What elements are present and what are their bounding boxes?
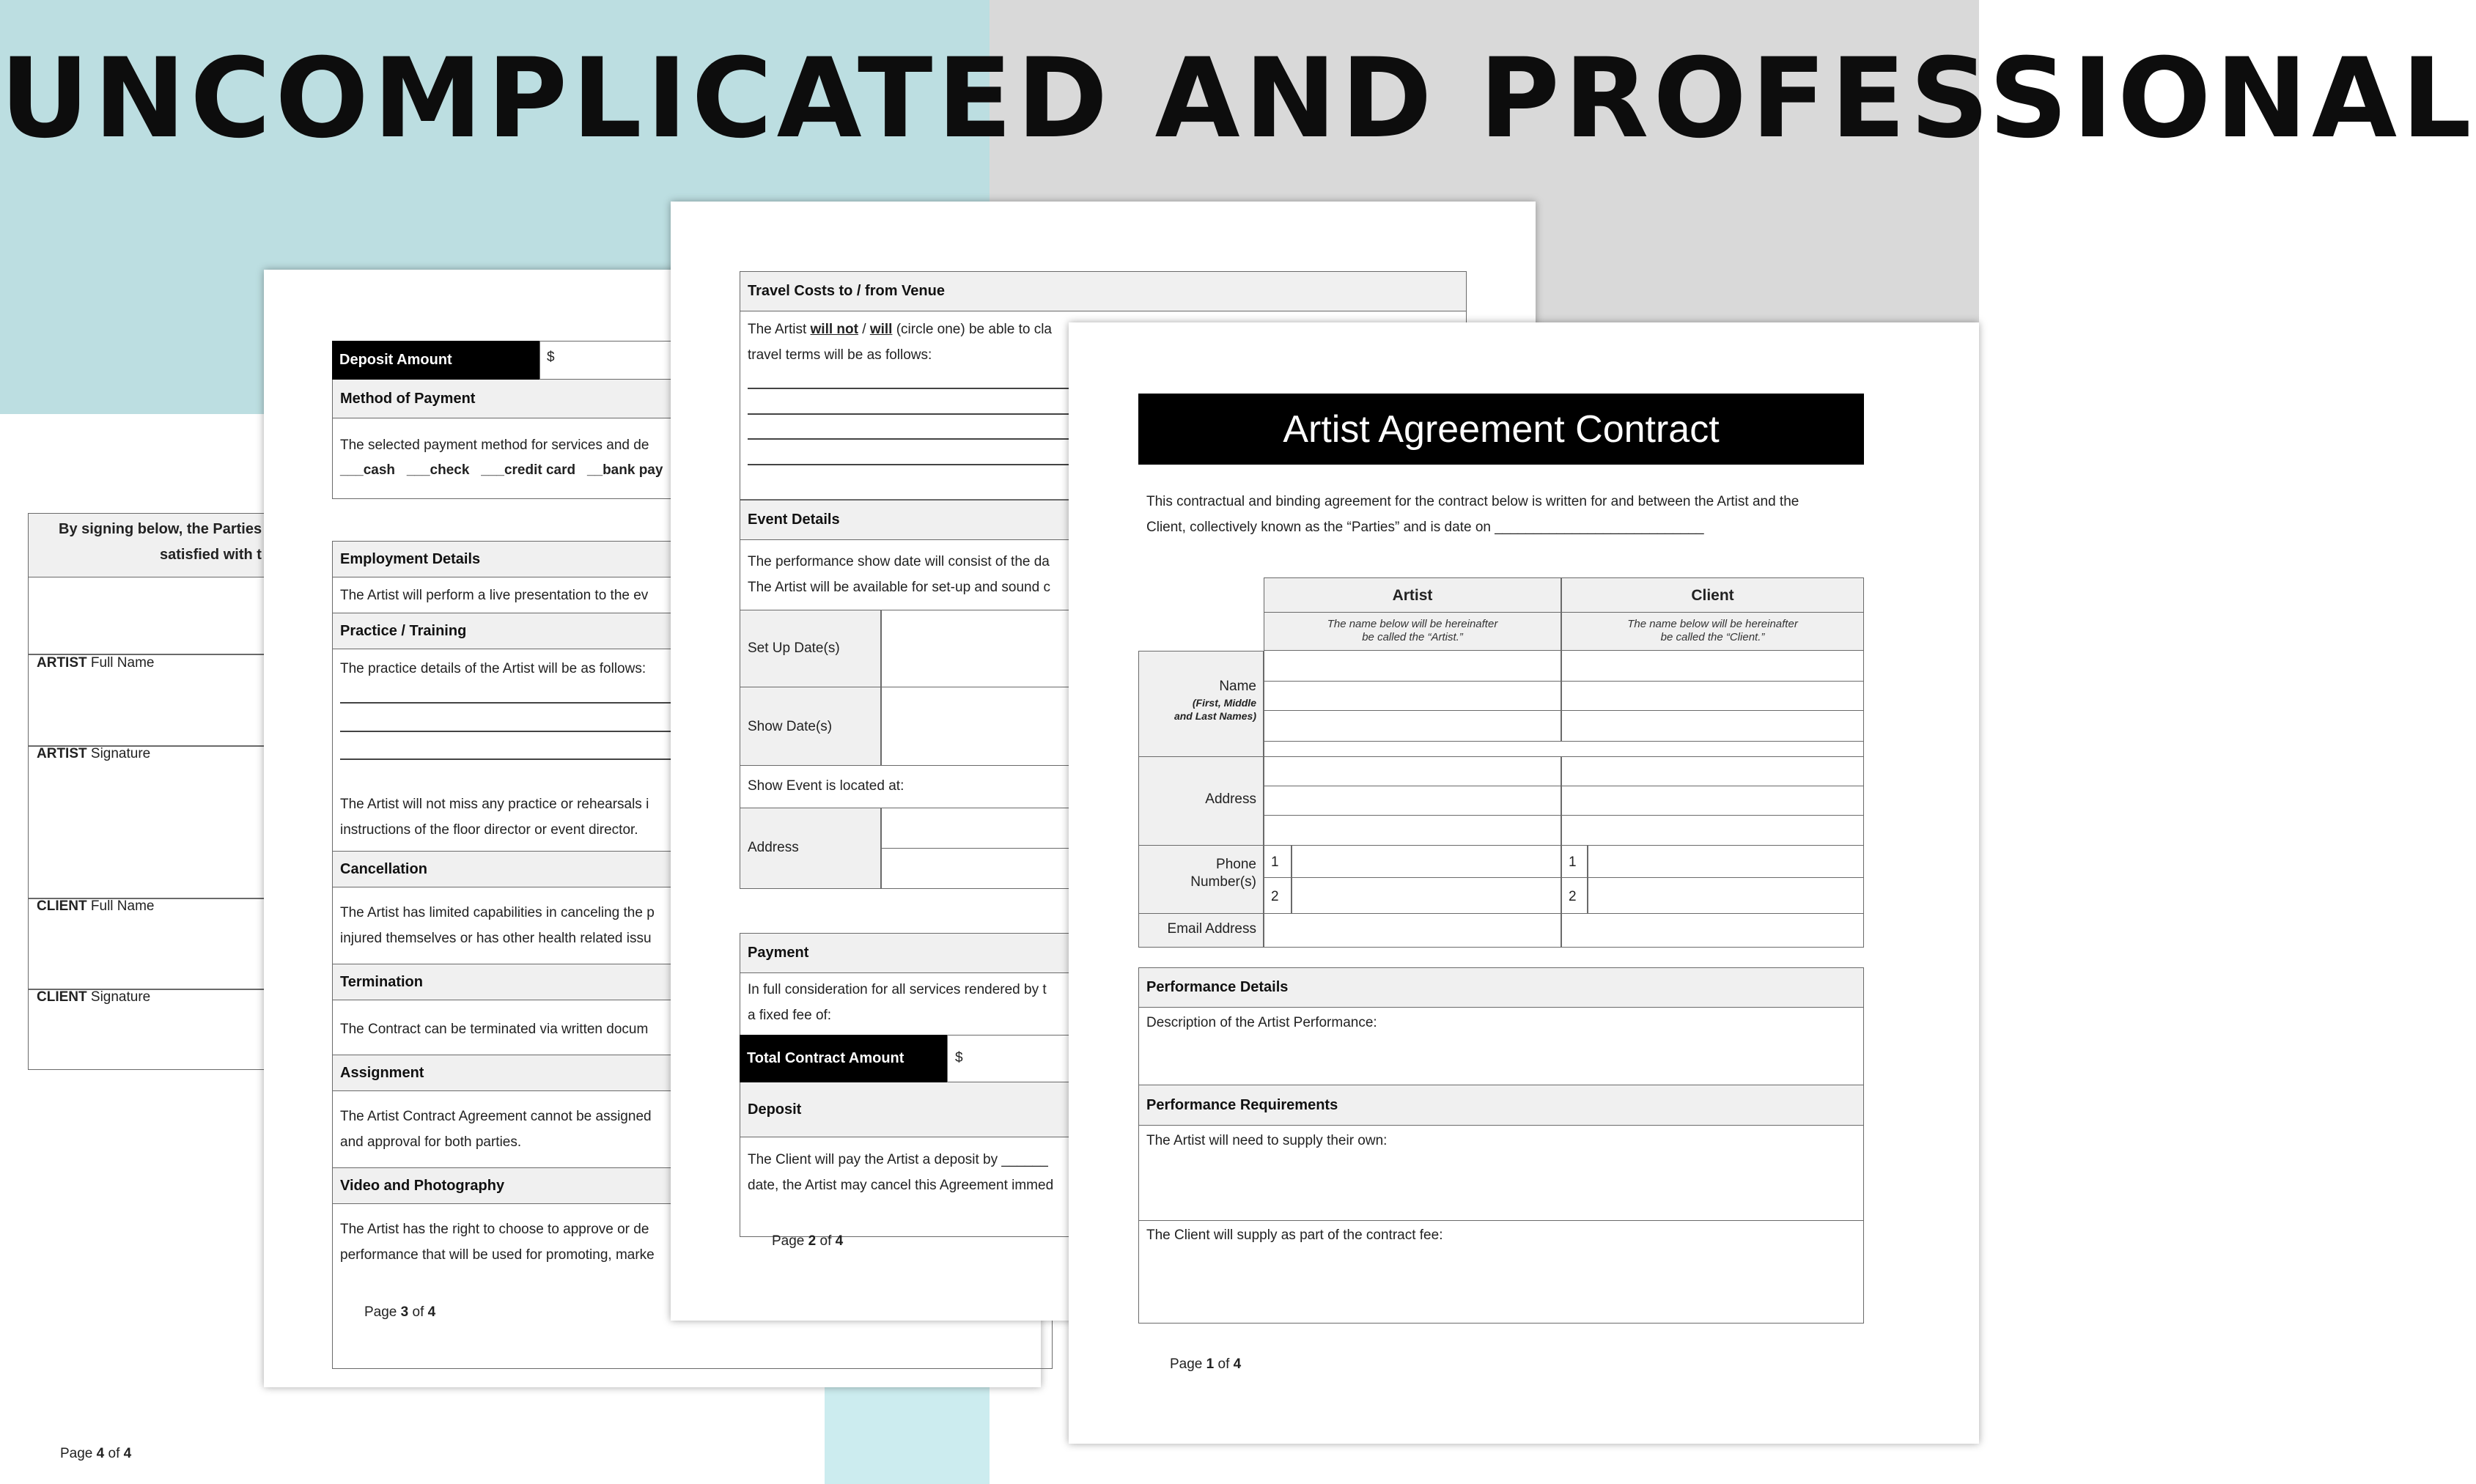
artist-address-line-1[interactable] [1264,757,1561,786]
client-full-name-label: CLIENT Full Name [37,898,155,914]
artist-note: The name below will be hereinafter be called the “Artist.” [1327,618,1498,643]
signing-statement-line1: By signing below, the Parties [59,521,262,537]
intro-line-1: This contractual and binding agreement for the contract below is written for and between the Artist and the [1146,494,1799,509]
travel-text-2: travel terms will be as follows: [748,347,932,363]
cancellation-text-1: The Artist has limited capabilities in canceling the p [340,905,655,920]
client-signature-label: CLIENT Signature [37,989,151,1005]
artist-phone-1-index: 1 [1271,854,1279,870]
method-options: ___cash ___check ___credit card __bank pay [340,462,663,478]
page-number: Page 2 of 4 [772,1233,844,1249]
practice-training-header: Practice / Training [332,613,1053,649]
rehearsal-text-2: instructions of the floor director or event director. [340,822,638,838]
artist-column-header: Artist [1392,587,1433,604]
client-note: The name below will be hereinafter be called the “Client.” [1627,618,1798,643]
dollar-sign: $ [955,1050,963,1066]
video-photography-header: Video and Photography [332,1167,1053,1204]
signing-statement-line2: satisfied with t [160,547,262,563]
travel-costs-header: Travel Costs to / from Venue [740,271,1467,311]
termination-text: The Contract can be terminated via written docum [340,1022,649,1037]
client-column-header: Client [1691,587,1734,604]
total-contract-amount-label: Total Contract Amount [740,1035,947,1082]
artist-phone-2-field[interactable] [1292,878,1561,914]
artist-supply-label: The Artist will need to supply their own: [1146,1133,1388,1148]
payment-text-1: In full consideration for all services rendered by t [748,982,1047,997]
show-event-location-text: Show Event is located at: [748,778,904,794]
payment-header: Payment [740,933,1467,973]
event-text-1: The performance show date will consist of the da [748,554,1050,569]
artist-signature-label: ARTIST Signature [37,746,151,761]
event-details-header: Event Details [740,500,1467,540]
artist-address-line-3[interactable] [1264,816,1561,846]
client-phone-2-field[interactable] [1588,878,1864,914]
client-supply-label: The Client will supply as part of the contract fee: [1146,1228,1443,1243]
method-of-payment-header: Method of Payment [332,380,1053,418]
cancellation-header: Cancellation [332,851,1053,887]
artist-name-line-3[interactable] [1264,711,1561,742]
set-up-dates-label: Set Up Date(s) [748,641,840,656]
artist-address-line-2[interactable] [1264,786,1561,816]
travel-text-1: The Artist will not / will (circle one) be able to cla [748,322,1052,337]
intro-line-2: Client, collectively known as the “Parties” and is date on ___________________________ [1146,520,1704,535]
background-teal-strip [825,1378,990,1484]
video-text-2: performance that will be used for promoting, marke [340,1247,655,1263]
payment-text-2: a fixed fee of: [748,1008,832,1023]
artist-full-name-label: ARTIST Full Name [37,655,155,671]
termination-header: Termination [332,964,1053,1000]
client-phone-1-index: 1 [1569,854,1577,870]
artist-name-line-2[interactable] [1264,682,1561,711]
client-address-line-1[interactable] [1561,757,1864,786]
artist-phone-1-field[interactable] [1292,846,1561,878]
headline: UNCOMPLICATED AND PROFESSIONAL [0,35,2476,163]
client-phone-2-index: 2 [1569,889,1577,904]
deposit-text-1: The Client will pay the Artist a deposit by ______ [748,1152,1048,1167]
practice-text: The practice details of the Artist will be as follows: [340,661,646,676]
name-sub-label: (First, Middle and Last Names) [1173,697,1256,722]
dollar-sign: $ [547,350,555,365]
artist-name-line-1[interactable] [1264,651,1561,682]
performance-requirements-header: Performance Requirements [1138,1085,1864,1126]
client-phone-1-field[interactable] [1588,846,1864,878]
name-label: Name [1219,679,1256,694]
page-number: Page 4 of 4 [60,1446,132,1461]
client-address-line-3[interactable] [1561,816,1864,846]
performance-description-label: Description of the Artist Performance: [1146,1015,1377,1030]
employment-details-header: Employment Details [332,541,1053,577]
deposit-amount-label: Deposit Amount [332,341,539,380]
address-label: Address [1205,791,1256,807]
client-name-line-3[interactable] [1561,711,1864,742]
artist-email-field[interactable] [1264,914,1561,948]
client-name-line-2[interactable] [1561,682,1864,711]
method-text: The selected payment method for services and de [340,438,649,453]
deposit-header: Deposit [740,1082,1467,1137]
page-number: Page 3 of 4 [364,1304,436,1320]
spacer-row [1264,742,1864,757]
performance-details-header: Performance Details [1138,967,1864,1008]
email-label: Email Address [1167,921,1256,937]
cancellation-text-2: injured themselves or has other health related issu [340,931,652,946]
assignment-text-1: The Artist Contract Agreement cannot be assigned [340,1109,652,1124]
page-1 [1069,322,1979,1444]
assignment-header: Assignment [332,1055,1053,1091]
phone-label: Phone Number(s) [1190,857,1256,890]
deposit-text-2: date, the Artist may cancel this Agreement immed [748,1178,1054,1193]
client-email-field[interactable] [1561,914,1864,948]
rehearsal-text-1: The Artist will not miss any practice or rehearsals i [340,797,649,812]
page-number: Page 1 of 4 [1170,1356,1242,1372]
assignment-text-2: and approval for both parties. [340,1134,522,1150]
address-label: Address [748,840,799,855]
client-address-line-2[interactable] [1561,786,1864,816]
show-dates-label: Show Date(s) [748,719,833,734]
event-text-2: The Artist will be available for set-up and sound c [748,580,1050,595]
employment-text: The Artist will perform a live presentation to the ev [340,588,649,603]
client-name-line-1[interactable] [1561,651,1864,682]
artist-phone-2-index: 2 [1271,889,1279,904]
video-text-1: The Artist has the right to choose to approve or de [340,1222,649,1237]
contract-title: Artist Agreement Contract [1138,394,1864,465]
